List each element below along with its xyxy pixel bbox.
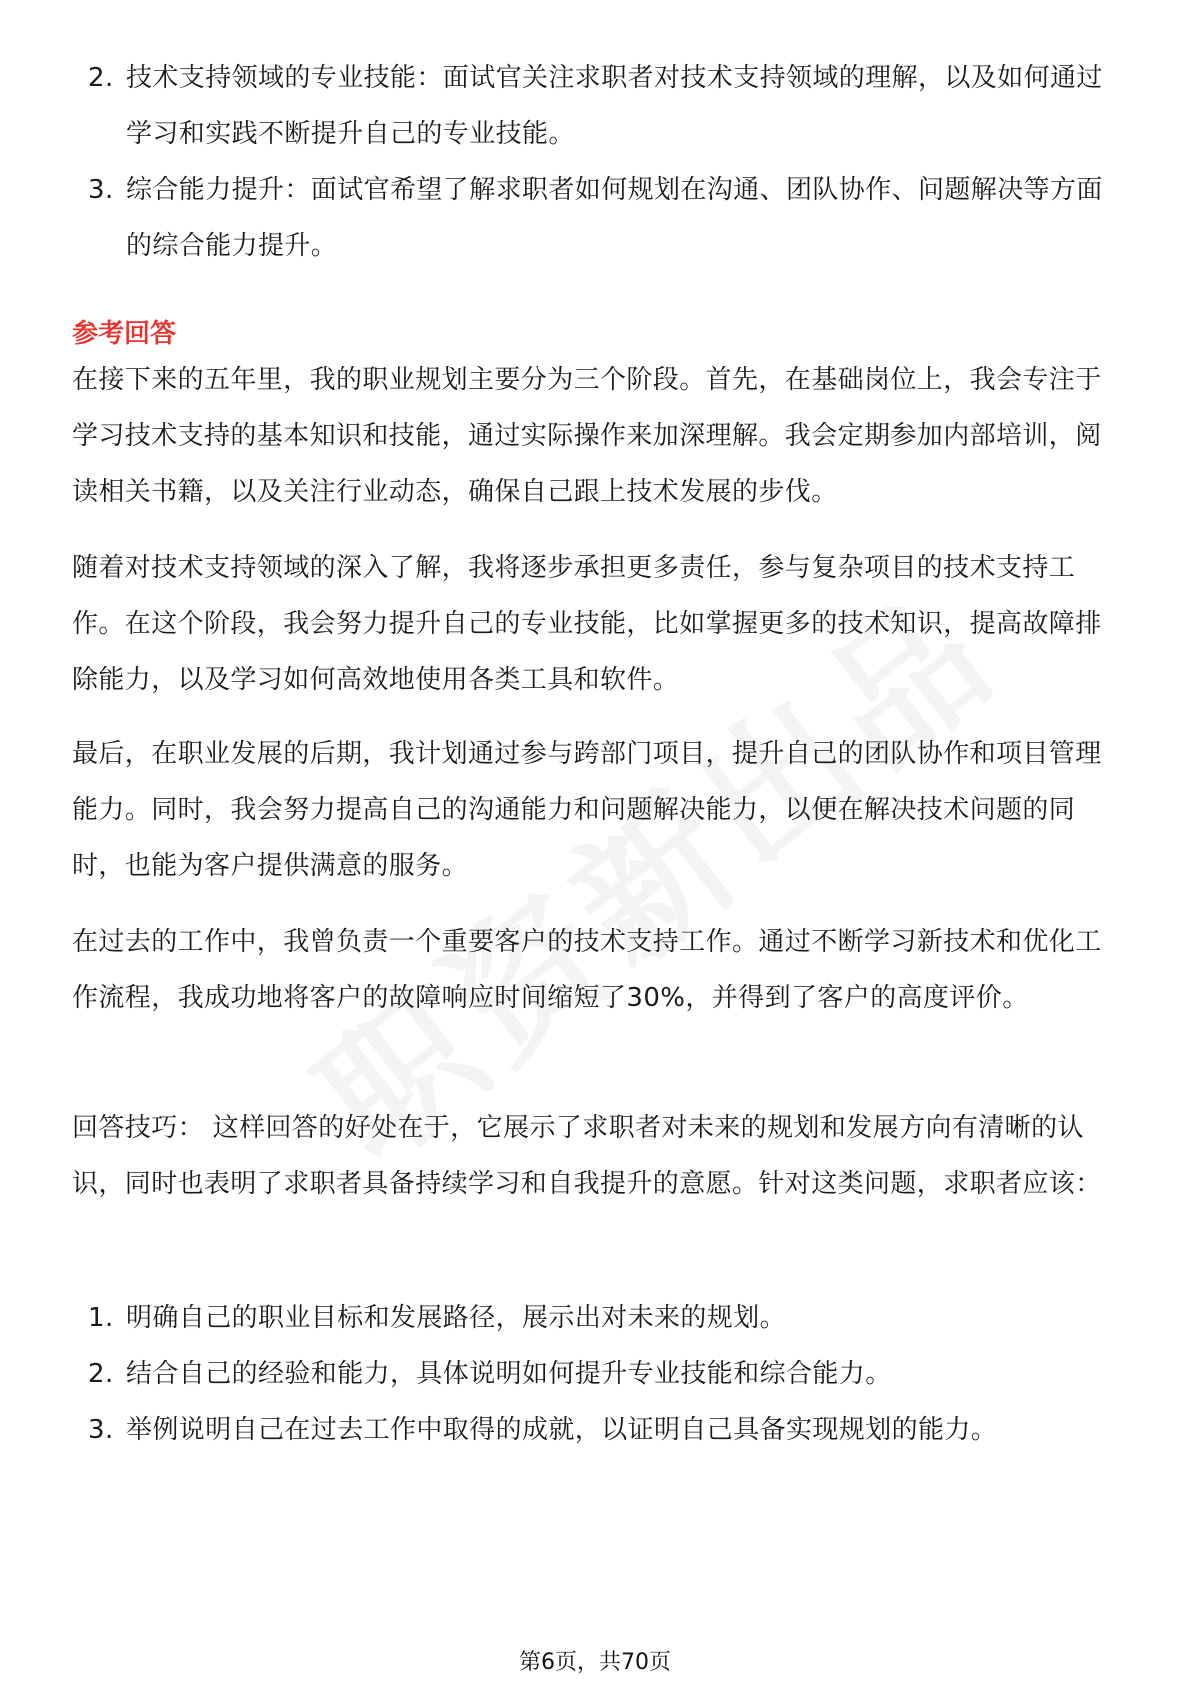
list-number: 3. (88, 175, 114, 205)
interviewer-focus-list (70, 50, 1120, 274)
list-number: 2. (88, 63, 114, 93)
list-text: 综合能力提升：面试官希望了解求职者如何规划在沟通、团队协作、问题解决等方面的综合能力提升。 (126, 175, 1103, 261)
tips-list (70, 1290, 1120, 1458)
list-text: 明确自己的职业目标和发展路径，展示出对未来的规划。 (126, 1303, 787, 1333)
answer-paragraph-2: 随着对技术支持领域的深入了解，我将逐步承担更多责任，参与复杂项目的技术支持工作。在这个阶段，我会努力提升自己的专业技能，比如掌握更多的技术知识，提高故障排除能力，以及学习如何高效地使用各类工具和软件。 (72, 553, 1102, 695)
list-item (70, 162, 1120, 274)
answer-paragraph-3: 最后，在职业发展的后期，我计划通过参与跨部门项目，提升自己的团队协作和项目管理能力。同时，我会努力提高自己的沟通能力和问题解决能力，以便在解决技术问题的同时，也能为客户提供满意的服务。 (72, 739, 1102, 881)
section-heading: 参考回答 (72, 319, 177, 349)
list-item (70, 50, 1120, 162)
list-item (70, 1290, 1120, 1346)
answer-tips-paragraph: 回答技巧： 这样回答的好处在于，它展示了求职者对未来的规划和发展方向有清晰的认识，同时也表明了求职者具备持续学习和自我提升的意愿。针对这类问题，求职者应该： (72, 1113, 1102, 1199)
list-text: 结合自己的经验和能力，具体说明如何提升专业技能和综合能力。 (126, 1359, 892, 1389)
list-item (70, 1402, 1120, 1458)
answer-paragraph-4: 在过去的工作中，我曾负责一个重要客户的技术支持工作。通过不断学习新技术和优化工作流程，我成功地将客户的故障响应时间缩短了30%，并得到了客户的高度评价。 (72, 927, 1102, 1013)
list-number: 1. (88, 1303, 114, 1333)
list-text: 技术支持领域的专业技能：面试官关注求职者对技术支持领域的理解，以及如何通过学习和实践不断提升自己的专业技能。 (126, 63, 1103, 149)
list-text: 举例说明自己在过去工作中取得的成就，以证明自己具备实现规划的能力。 (126, 1415, 998, 1445)
list-number: 3. (88, 1415, 114, 1445)
answer-paragraph-1: 在接下来的五年里，我的职业规划主要分为三个阶段。首先，在基础岗位上，我会专注于学习技术支持的基本知识和技能，通过实际操作来加深理解。我会定期参加内部培训，阅读相关书籍，以及关注行业动态，确保自己跟上技术发展的步伐。 (72, 365, 1102, 507)
list-number: 2. (88, 1359, 114, 1389)
list-item (70, 1346, 1120, 1402)
page-footer: 第6页，共70页 (519, 1650, 671, 1675)
